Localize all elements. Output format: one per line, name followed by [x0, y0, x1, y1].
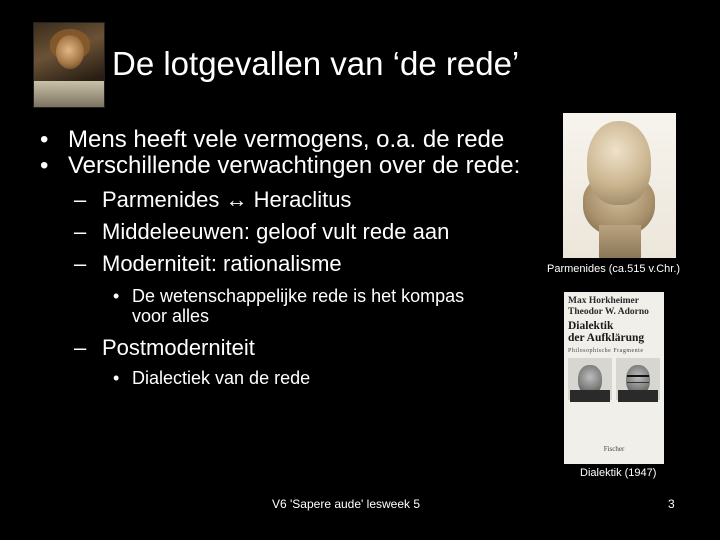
sub-sub-bullet-item	[40, 286, 482, 326]
sub-bullet-text: Middeleeuwen: geloof vult rede aan	[102, 219, 450, 244]
author-suit	[618, 390, 658, 402]
dash-mark: –	[74, 219, 87, 244]
bullet-mark: •	[40, 126, 49, 153]
bust-face	[587, 121, 651, 205]
bust-caption: Parmenides (ca.515 v.Chr.)	[547, 263, 681, 275]
sub-bullet-item	[40, 184, 540, 216]
book-publisher: Fischer	[603, 445, 625, 453]
sub-bullet-text: Parmenides ↔ Heraclitus	[102, 187, 352, 212]
bust-neck	[599, 225, 641, 258]
book-title	[568, 320, 660, 344]
book-authors	[568, 296, 660, 318]
slide-footer: V6 'Sapere aude' lesweek 5	[272, 497, 421, 511]
book-subtitle: Philosophische Fragmente	[568, 348, 644, 354]
sub-bullet-text: Postmoderniteit	[102, 335, 255, 360]
sub-bullet-text: Moderniteit: rationalisme	[102, 251, 342, 276]
sub-sub-bullet-item	[40, 368, 540, 388]
book-caption: Dialektik (1947)	[580, 467, 657, 479]
bullet-item	[40, 128, 540, 152]
parmenides-bust-image	[563, 113, 676, 258]
thumbnail-desk	[34, 81, 104, 107]
bullet-text: Mens heeft vele vermogens, o.a. de rede	[68, 126, 505, 153]
book-title-line: der Aufklärung	[568, 332, 645, 344]
title-thumbnail-painting	[33, 22, 105, 108]
author-photo	[616, 358, 660, 400]
author-suit	[570, 390, 610, 402]
bullet-mark: •	[113, 368, 120, 388]
slide-title: De lotgevallen van ‘de rede’	[112, 45, 520, 82]
dash-mark: –	[74, 187, 87, 212]
author-photo	[568, 358, 612, 400]
bullet-mark: •	[113, 286, 120, 306]
thumbnail-face	[56, 35, 84, 69]
sub-sub-bullet-text: Dialectiek van de rede	[132, 368, 311, 388]
dash-mark: –	[74, 251, 87, 276]
sub-sub-bullet-text: De wetenschappelijke rede is het kompas voor alles	[132, 286, 465, 326]
bullet-text: Verschillende verwachtingen over de rede:	[68, 152, 521, 179]
book-title-line: Dialektik	[568, 320, 614, 332]
sub-bullet-item	[40, 332, 540, 364]
author-glasses	[627, 375, 649, 383]
bullet-item	[40, 154, 540, 178]
bullet-list	[40, 128, 540, 388]
dash-mark: –	[74, 335, 87, 360]
sub-bullet-item	[40, 216, 540, 248]
book-author: Max Horkheimer	[568, 296, 639, 306]
sub-bullet-item	[40, 248, 540, 280]
page-number: 3	[668, 497, 675, 511]
book-cover-image	[564, 292, 664, 464]
book-author: Theodor W. Adorno	[568, 307, 649, 317]
bullet-mark: •	[40, 152, 49, 179]
